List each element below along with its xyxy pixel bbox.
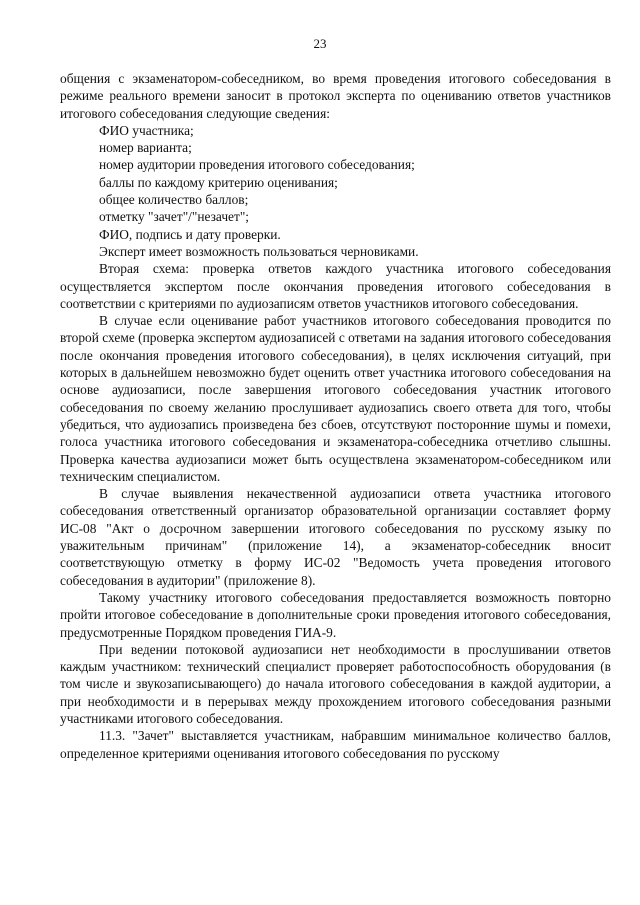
page-body xyxy=(60,70,611,762)
paragraph-retry: Такому участнику итогового собеседования предоставляется возможность повторно пройти итоговое собеседование в дополнительные сроки проведения итогового собеседования, предусмотренные Порядком проведения ГИА-9. xyxy=(60,589,611,640)
paragraph-bad-audio: В случае выявления некачественной аудиозаписи ответа участника итогового собеседования ответственный организатор образовательной организации составляет форму ИС-08 "Акт о досрочном завершении итогового собеседования по русскому языку по уважительным причинам" (приложение 14), а экзаменатор-собеседник вносит соответствующую отметку в форму ИС-02 "Ведомость учета проведения итогового собеседования в аудитории" (приложение 8). xyxy=(60,486,611,588)
list-item: ФИО, подпись и дату проверки. xyxy=(99,226,281,242)
paragraph-zachet: 11.3. "Зачет" выставляется участникам, набравшим минимальное количество баллов, определенное критериями оценивания итогового собеседования по русскому xyxy=(60,728,611,761)
protocol-fields-list xyxy=(60,122,611,243)
list-item: ФИО участника; xyxy=(99,122,194,138)
page-number: 23 xyxy=(313,36,327,51)
list-item: номер аудитории проведения итогового собеседования; xyxy=(99,157,415,173)
list-item: номер варианта; xyxy=(99,140,192,156)
paragraph-second-scheme: Вторая схема: проверка ответов каждого участника итогового собеседования осуществляется экспертом после окончания проведения итогового собеседования в соответствии с критериями по аудиозаписям ответов участников итогового собеседования. xyxy=(60,261,611,311)
list-item: отметку "зачет"/"незачет"; xyxy=(99,209,250,225)
list-item: общее количество баллов; xyxy=(99,192,249,208)
paragraph-drafts: Эксперт имеет возможность пользоваться черновиками. xyxy=(99,243,419,259)
paragraph-streaming: При ведении потоковой аудиозаписи нет необходимости в прослушивании ответов каждым участником: технический специалист проверяет работоспособность оборудования (в том числе и звукозаписывающего) до начала итогового собеседования в каждой аудитории, а при необходимости и в перерывах между прохождением итогового собеседования разными участниками итогового собеседования. xyxy=(60,641,611,726)
paragraph-audio-check: В случае если оценивание работ участников итогового собеседования проводится по второй схеме (проверка экспертом аудиозаписей с ответами на задания итогового собеседования после окончания проведения итогового собеседования), в целях исключения ситуаций, при которых в дальнейшем невозможно будет оценить ответ участника итогового собеседования на основе аудиозаписи, после завершения итогового собеседования участник итогового собеседования по своему желанию прослушивает аудиозапись своего ответа для того, чтобы убедиться, что аудиозапись произведена без сбоев, отсутствуют посторонние шумы и помехи, голоса участника итогового собеседования и экзаменатора-собеседника отчетливо слышны. Проверка качества аудиозаписи может быть осуществлена экзаменатором-собеседником или техническим специалистом. xyxy=(60,313,611,484)
list-item: баллы по каждому критерию оценивания; xyxy=(99,174,338,190)
paragraph-protocol-intro: общения с экзаменатором-собеседником, во время проведения итогового собеседования в режиме реального времени заносит в протокол эксперта по оцениванию ответов участников итогового собеседования следующие сведения: xyxy=(60,71,611,121)
